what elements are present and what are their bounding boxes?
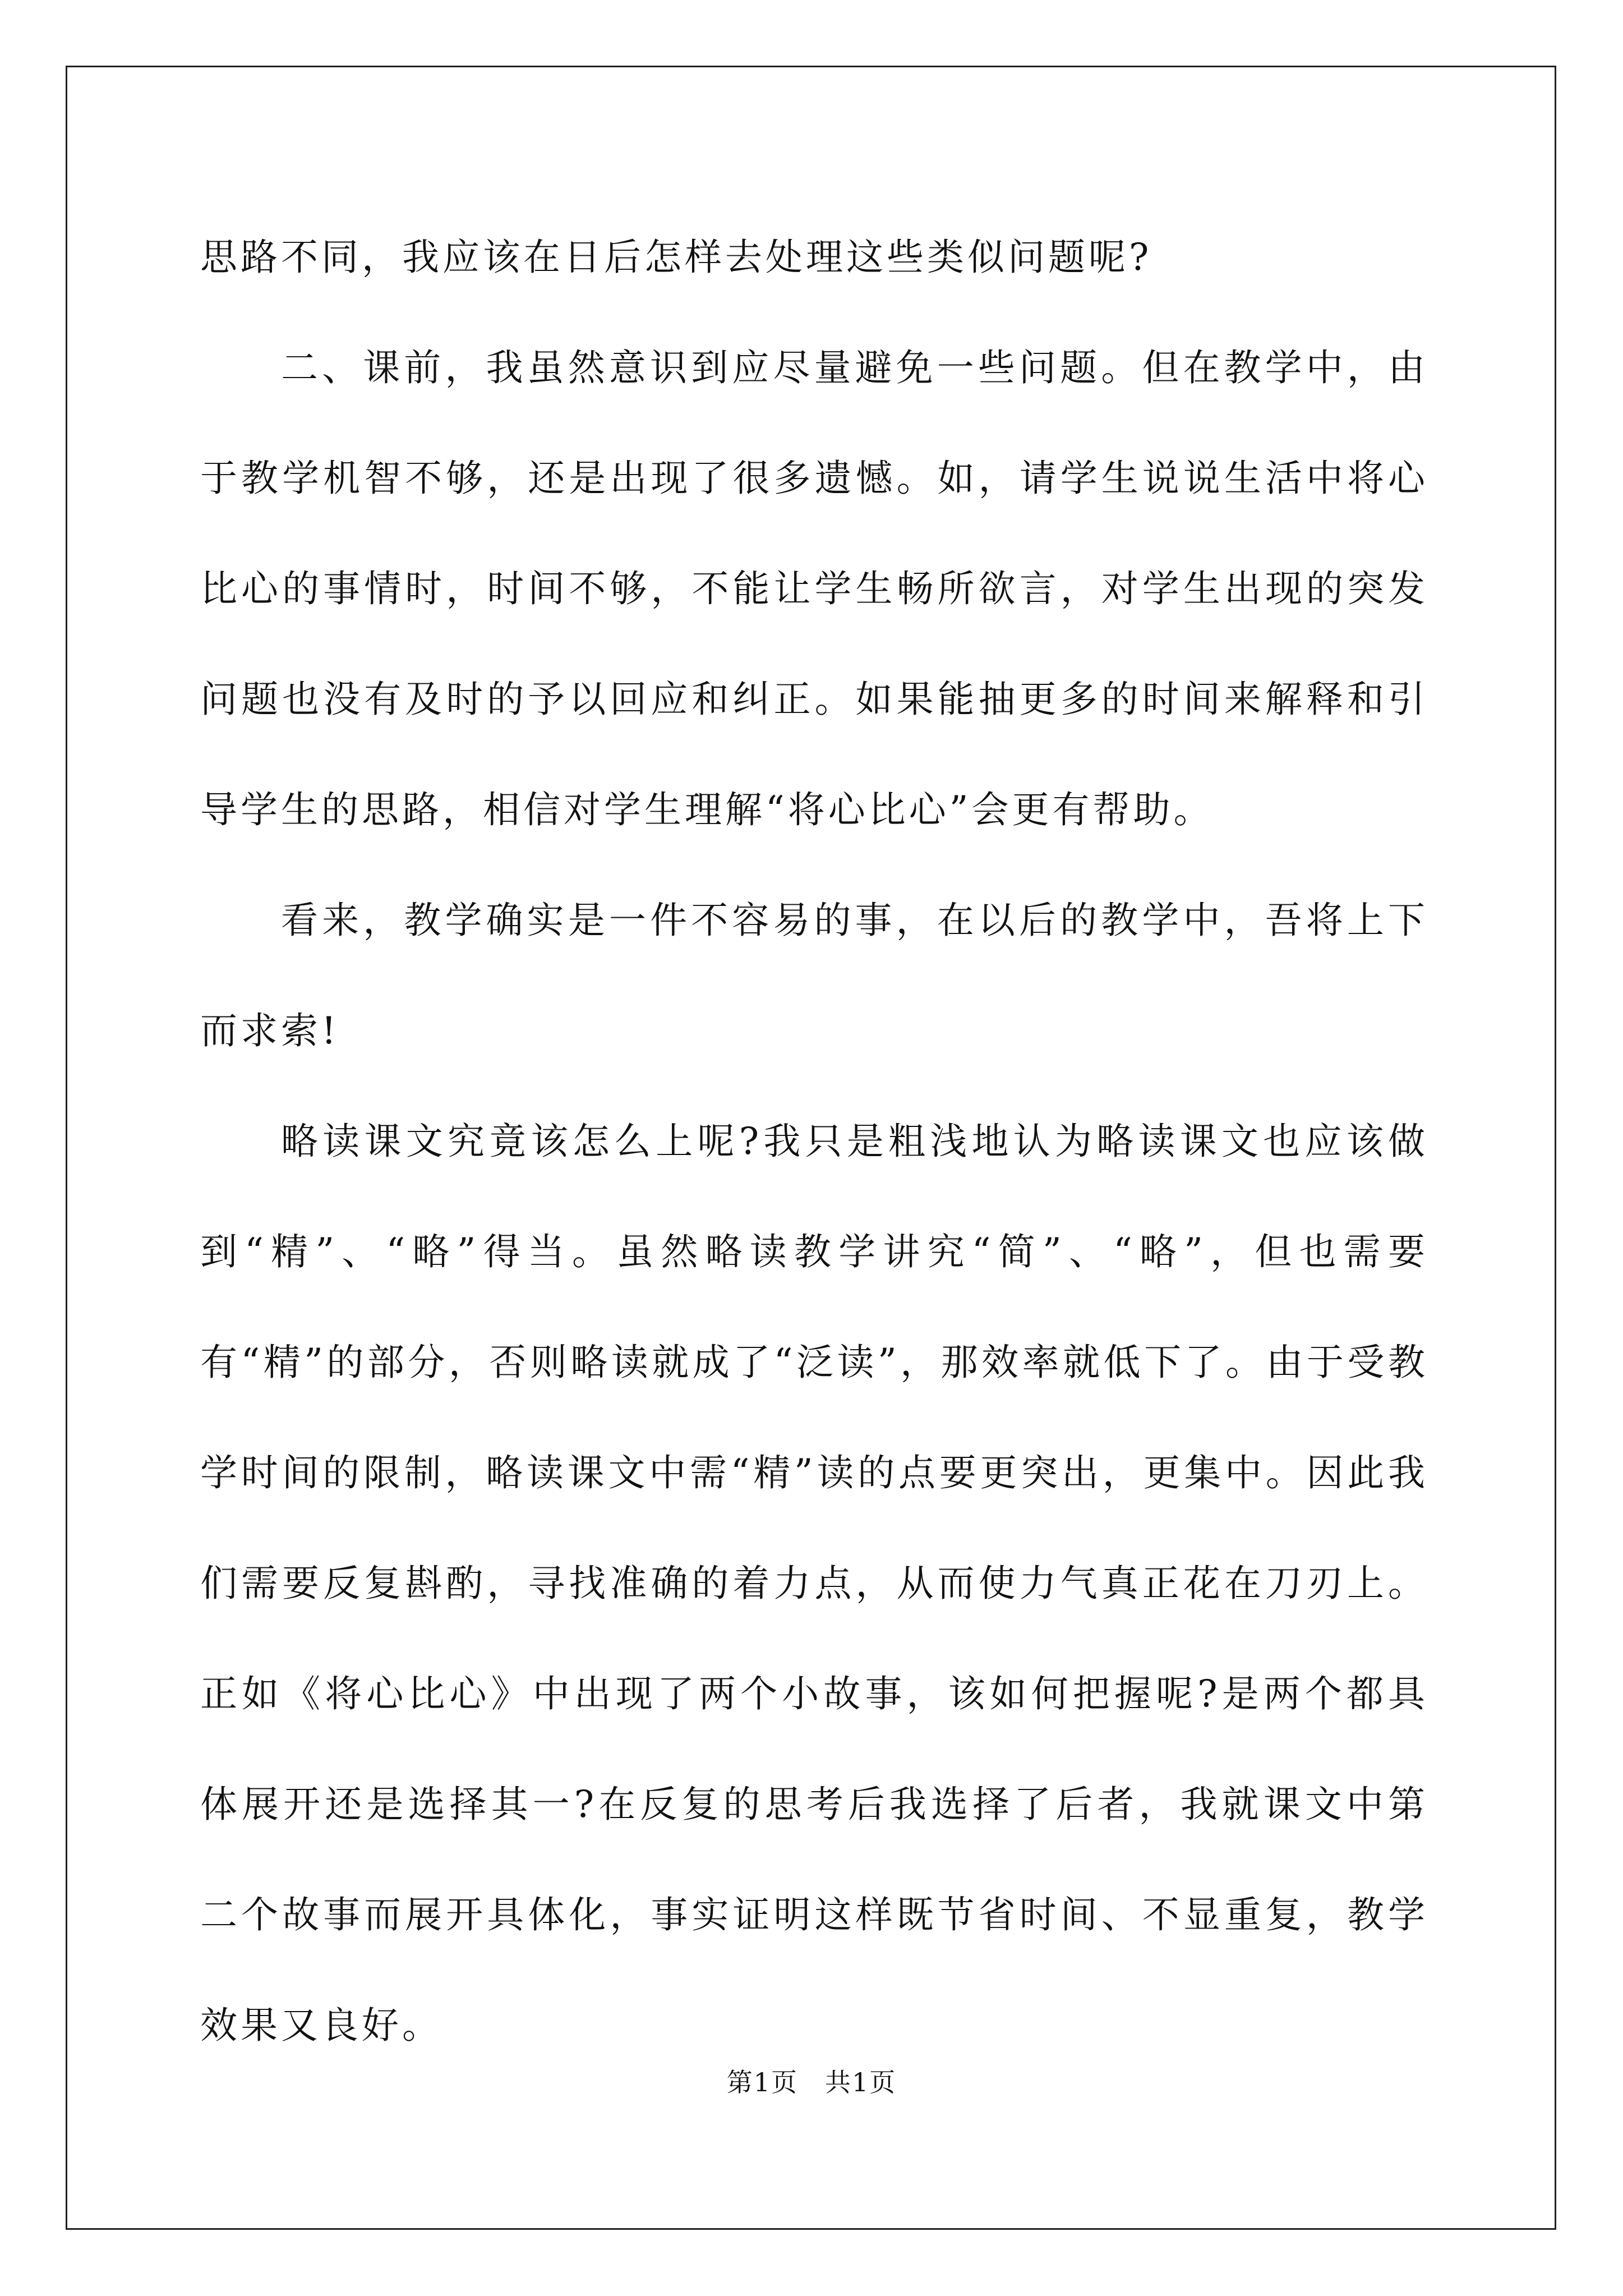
page-number-footer: 第1页 共1页	[726, 2067, 897, 2097]
paragraph-4: 略读课文究竟该怎么上呢?我只是粗浅地认为略读课文也应该做到“精”、“略”得当。虽然略读教学讲究“简”、“略”，但也需要有“精”的部分，否则略读就成了“泛读”，那效率就低下了。由于受教学时间的限制，略读课文中需“精”读的点要更突出，更集中。因此我们需要反复斟酌，寻找准确的着力点，从而使力气真正花在刀刃上。正如《将心比心》中出现了两个小故事，该如何把握呢?是两个都具体展开还是选择其一?在反复的思考后我选择了后者，我就课文中第二个故事而展开具体化，事实证明这样既节省时间、不显重复，教学效果又良好。	[200, 1120, 1428, 2047]
paragraph-2: 二、课前，我虽然意识到应尽量避免一些问题。但在教学中，由于教学机智不够，还是出现了很多遗憾。如，请学生说说生活中将心比心的事情时，时间不够，不能让学生畅所欲言，对学生出现的突发问题也没有及时的予以回应和纠正。如果能抽更多的时间来解释和引导学生的思路，相信对学生理解“将心比心”会更有帮助。	[200, 346, 1428, 831]
paragraph-1: 思路不同，我应该在日后怎样去处理这些类似问题呢?	[200, 236, 1152, 279]
paragraph-3: 看来，教学确实是一件不容易的事，在以后的教学中，吾将上下而求索!	[200, 899, 1428, 1052]
document-body	[200, 202, 1428, 2081]
